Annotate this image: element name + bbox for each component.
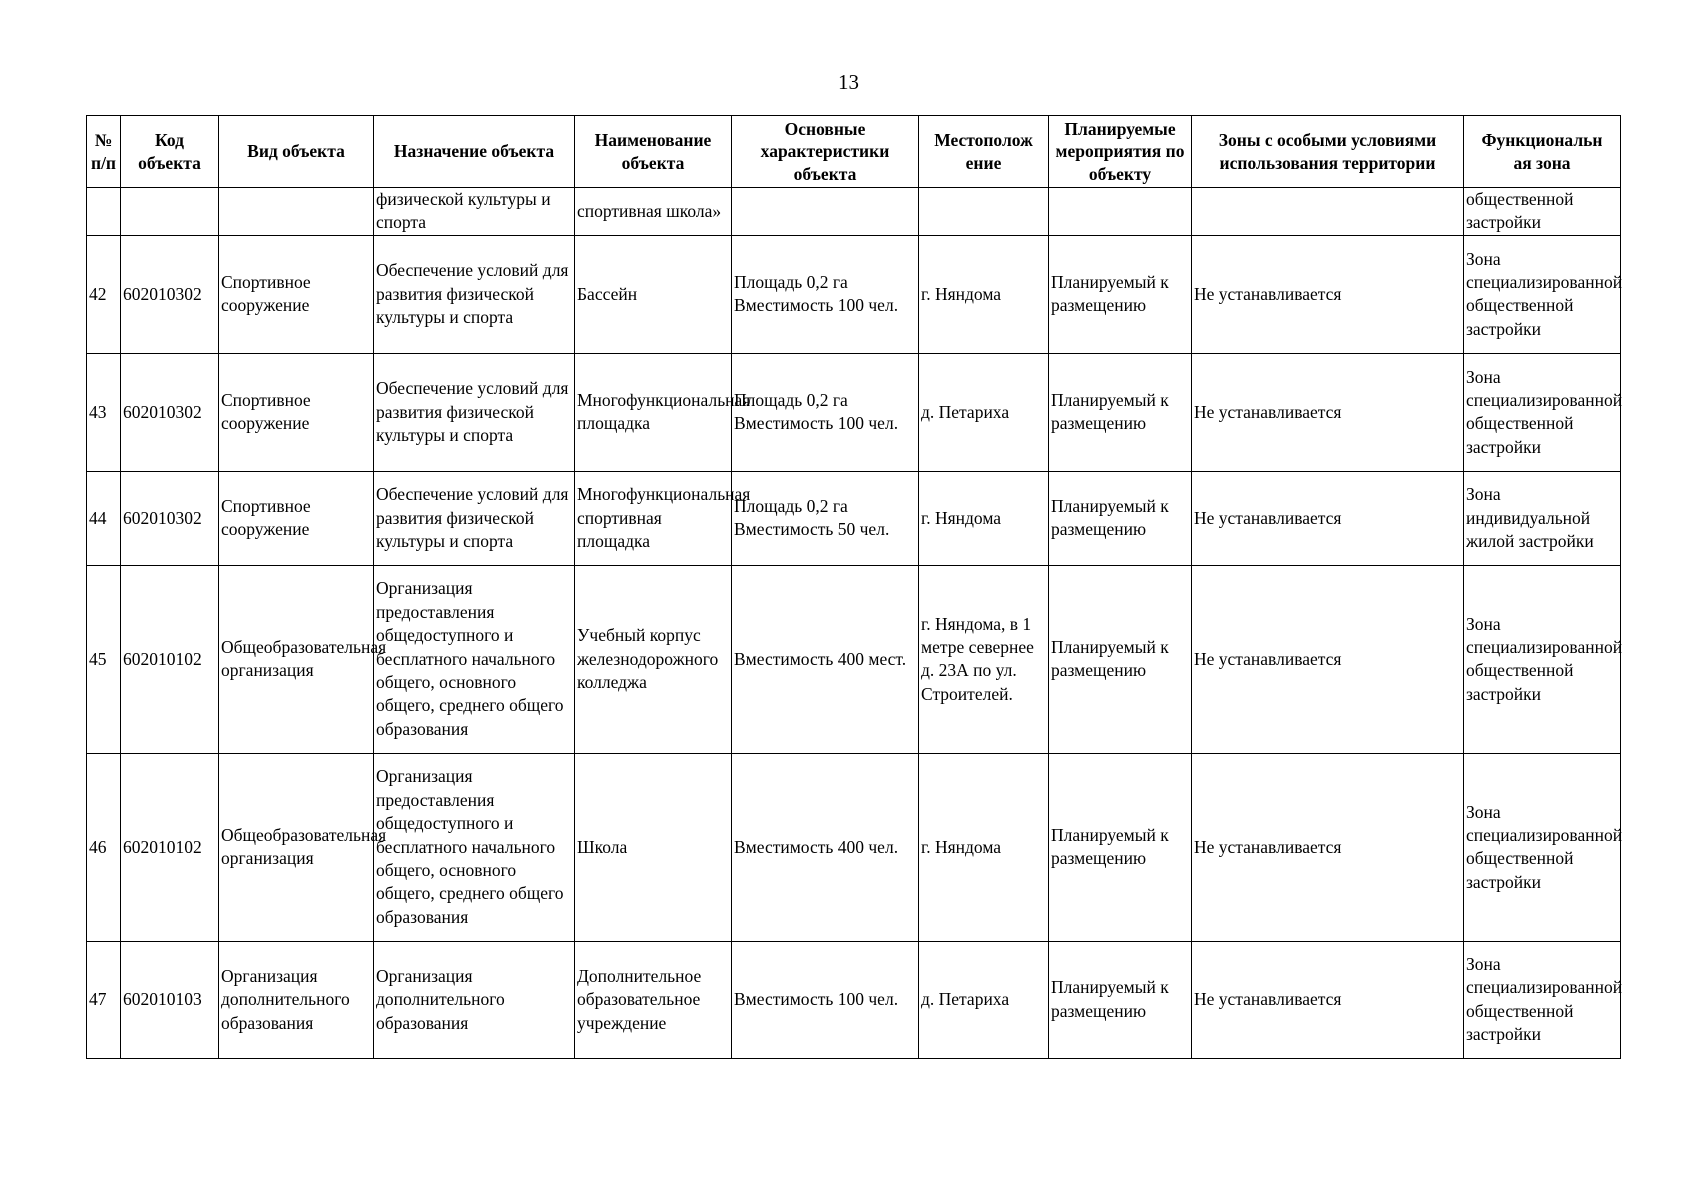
cell-num: 44	[87, 471, 121, 565]
cell-zones: Не устанавливается	[1192, 235, 1464, 353]
cell-purpose: Организация предоставления общедоступного и бесплатного начального общего, основного общего, среднего общего образования	[374, 565, 575, 753]
cell-zones: Не устанавливается	[1192, 353, 1464, 471]
cell-functional-zone: Зона специализированной общественной застройки	[1464, 941, 1621, 1058]
cell-code: 602010302	[121, 471, 219, 565]
header-purpose: Назначение объекта	[374, 116, 575, 188]
cell-zones	[1192, 188, 1464, 236]
cell-activities: Планируемый к размещению	[1049, 353, 1192, 471]
table-row	[87, 565, 1621, 753]
cell-functional-zone: Зона специализированной общественной застройки	[1464, 565, 1621, 753]
cell-zones: Не устанавливается	[1192, 565, 1464, 753]
header-num: № п/п	[87, 116, 121, 188]
cell-characteristics: Площадь 0,2 га Вместимость 50 чел.	[732, 471, 919, 565]
cell-location: д. Петариха	[919, 941, 1049, 1058]
cell-name: Бассейн	[575, 235, 732, 353]
cell-name: Учебный корпус железнодорожного колледжа	[575, 565, 732, 753]
cell-characteristics: Площадь 0,2 га Вместимость 100 чел.	[732, 235, 919, 353]
cell-location	[919, 188, 1049, 236]
header-functional-zone: Функциональн ая зона	[1464, 116, 1621, 188]
cell-name: спортивная школа»	[575, 188, 732, 236]
header-kind: Вид объекта	[219, 116, 374, 188]
cell-purpose: Обеспечение условий для развития физической культуры и спорта	[374, 235, 575, 353]
cell-num: 47	[87, 941, 121, 1058]
cell-characteristics	[732, 188, 919, 236]
cell-code	[121, 188, 219, 236]
cell-code: 602010302	[121, 235, 219, 353]
cell-purpose: Организация предоставления общедоступного и бесплатного начального общего, основного общего, среднего общего образования	[374, 753, 575, 941]
cell-num: 43	[87, 353, 121, 471]
table-row	[87, 471, 1621, 565]
cell-name: Дополнительное образовательное учреждение	[575, 941, 732, 1058]
cell-location: г. Няндома	[919, 753, 1049, 941]
cell-code: 602010103	[121, 941, 219, 1058]
table-header-row	[87, 116, 1621, 188]
cell-functional-zone: общественной застройки	[1464, 188, 1621, 236]
cell-num: 45	[87, 565, 121, 753]
header-characteristics: Основные характеристики объекта	[732, 116, 919, 188]
cell-zones: Не устанавливается	[1192, 941, 1464, 1058]
cell-code: 602010302	[121, 353, 219, 471]
cell-characteristics: Вместимость 400 мест.	[732, 565, 919, 753]
cell-kind: Спортивное сооружение	[219, 353, 374, 471]
cell-purpose: физической культуры и спорта	[374, 188, 575, 236]
page-number: 13	[838, 70, 859, 94]
cell-kind: Общеобразовательная организация	[219, 565, 374, 753]
cell-code: 602010102	[121, 565, 219, 753]
cell-location: г. Няндома, в 1 метре севернее д. 23А по ул. Строителей.	[919, 565, 1049, 753]
cell-characteristics: Вместимость 100 чел.	[732, 941, 919, 1058]
cell-purpose: Организация дополнительного образования	[374, 941, 575, 1058]
cell-location: г. Няндома	[919, 471, 1049, 565]
header-name: Наименование объекта	[575, 116, 732, 188]
cell-name: Многофункциональная спортивная площадка	[575, 471, 732, 565]
cell-location: г. Няндома	[919, 235, 1049, 353]
cell-activities	[1049, 188, 1192, 236]
cell-kind: Общеобразовательная организация	[219, 753, 374, 941]
cell-activities: Планируемый к размещению	[1049, 565, 1192, 753]
cell-zones: Не устанавливается	[1192, 471, 1464, 565]
header-activities: Планируемые мероприятия по объекту	[1049, 116, 1192, 188]
cell-activities: Планируемый к размещению	[1049, 471, 1192, 565]
cell-kind: Спортивное сооружение	[219, 235, 374, 353]
table-row	[87, 188, 1621, 236]
cell-zones: Не устанавливается	[1192, 753, 1464, 941]
table-row	[87, 941, 1621, 1058]
cell-num: 42	[87, 235, 121, 353]
cell-activities: Планируемый к размещению	[1049, 941, 1192, 1058]
cell-characteristics: Площадь 0,2 га Вместимость 100 чел.	[732, 353, 919, 471]
cell-kind: Спортивное сооружение	[219, 471, 374, 565]
cell-location: д. Петариха	[919, 353, 1049, 471]
table-row	[87, 353, 1621, 471]
cell-functional-zone: Зона специализированной общественной застройки	[1464, 753, 1621, 941]
cell-name: Школа	[575, 753, 732, 941]
cell-purpose: Обеспечение условий для развития физической культуры и спорта	[374, 471, 575, 565]
cell-name: Многофункциональная площадка	[575, 353, 732, 471]
cell-num: 46	[87, 753, 121, 941]
cell-functional-zone: Зона индивидуальной жилой застройки	[1464, 471, 1621, 565]
header-zones: Зоны с особыми условиями использования территории	[1192, 116, 1464, 188]
table-row	[87, 753, 1621, 941]
cell-characteristics: Вместимость 400 чел.	[732, 753, 919, 941]
cell-activities: Планируемый к размещению	[1049, 235, 1192, 353]
table-row	[87, 235, 1621, 353]
cell-activities: Планируемый к размещению	[1049, 753, 1192, 941]
header-code: Код объекта	[121, 116, 219, 188]
objects-table	[86, 115, 1621, 1059]
cell-functional-zone: Зона специализированной общественной застройки	[1464, 353, 1621, 471]
cell-functional-zone: Зона специализированной общественной застройки	[1464, 235, 1621, 353]
cell-kind: Организация дополнительного образования	[219, 941, 374, 1058]
cell-kind	[219, 188, 374, 236]
header-location: Местополож ение	[919, 116, 1049, 188]
cell-num	[87, 188, 121, 236]
cell-code: 602010102	[121, 753, 219, 941]
cell-purpose: Обеспечение условий для развития физической культуры и спорта	[374, 353, 575, 471]
